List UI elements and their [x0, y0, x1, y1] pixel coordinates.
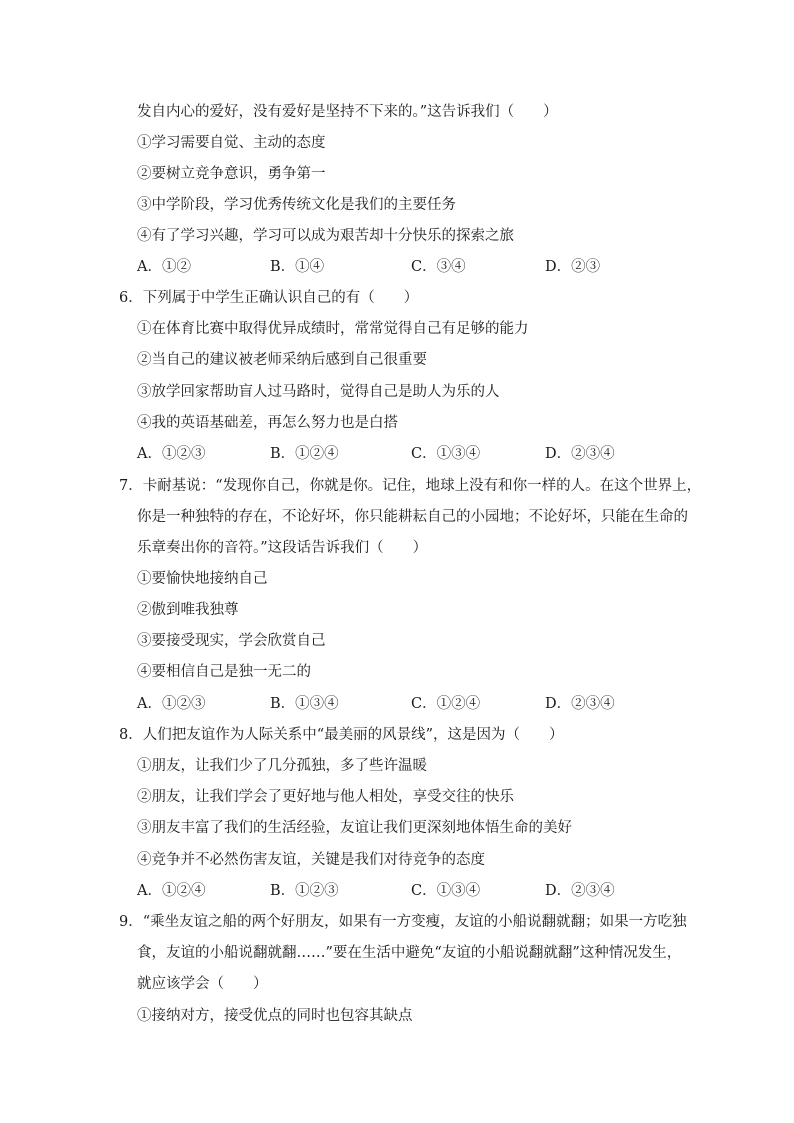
q7-option-d[interactable]: D．②③④ — [545, 696, 615, 712]
q7-option-a[interactable]: A．①②③ — [137, 696, 206, 712]
q5-stem-continuation: 发自内心的爱好，没有爱好是坚持不下来的。”这告诉我们（ ） — [137, 104, 558, 120]
q7-stem-line-3: 乐章奏出你的音符。”这段话告诉我们（ ） — [137, 540, 428, 556]
q8-option-b[interactable]: B．①②③ — [270, 883, 339, 899]
q5-option-d[interactable]: D．②③ — [545, 259, 601, 275]
q8-option-a[interactable]: A．①②④ — [137, 883, 206, 899]
q5-item-1: ①学习需要自觉、主动的态度 — [137, 135, 326, 151]
q6-option-c[interactable]: C．①③④ — [411, 446, 481, 462]
q8-options — [137, 881, 657, 901]
q7-option-b[interactable]: B．①③④ — [270, 696, 339, 712]
q7-item-1: ①要愉快地接纳自己 — [137, 571, 268, 587]
q5-item-4: ④有了学习兴趣，学习可以成为艰苦却十分快乐的探索之旅 — [137, 228, 514, 244]
q5-option-c[interactable]: C．③④ — [411, 259, 466, 275]
q6-option-a[interactable]: A．①②③ — [137, 446, 206, 462]
q9-stem-line-1: 9．“乘坐友谊之船的两个好朋友，如果有一方变瘦，友谊的小船说翻就翻；如果一方吃独 — [119, 914, 687, 930]
q8-item-1: ①朋友，让我们少了几分孤独，多了些许温暖 — [137, 758, 427, 774]
q9-stem-line-3: 就应该学会（ ） — [137, 976, 268, 992]
q6-item-1: ①在体育比赛中取得优异成绩时，常常觉得自己有足够的能力 — [137, 321, 529, 337]
q5-item-2: ②要树立竞争意识，勇争第一 — [137, 166, 326, 182]
q5-option-a[interactable]: A．①② — [137, 259, 191, 275]
q7-item-4: ④要相信自己是独一无二的 — [137, 664, 311, 680]
q7-options — [137, 694, 657, 714]
q6-option-b[interactable]: B．①②④ — [270, 446, 339, 462]
q7-item-3: ③要接受现实，学会欣赏自己 — [137, 633, 326, 649]
q8-stem: 8．人们把友谊作为人际关系中“最美丽的风景线”，这是因为（ ） — [119, 727, 564, 743]
q6-stem: 6．下列属于中学生正确认识自己的有（ ） — [119, 290, 419, 306]
q7-item-2: ②傲到唯我独尊 — [137, 602, 239, 618]
q8-item-2: ②朋友，让我们学会了更好地与他人相处，享受交往的快乐 — [137, 789, 514, 805]
q7-option-c[interactable]: C．①②④ — [411, 696, 481, 712]
q5-option-b[interactable]: B．①④ — [270, 259, 325, 275]
q8-item-4: ④竞争并不必然伤害友谊，关键是我们对待竞争的态度 — [137, 852, 485, 868]
q9-stem-line-2: 食，友谊的小船说翻就翻……”要在生活中避免“友谊的小船说翻就翻”这种情况发生， — [137, 945, 682, 961]
q9-item-1: ①接纳对方，接受优点的同时也包容其缺点 — [137, 1008, 413, 1024]
q8-item-3: ③朋友丰富了我们的生活经验，友谊让我们更深刻地体悟生命的美好 — [137, 820, 572, 836]
q8-option-c[interactable]: C．①③④ — [411, 883, 481, 899]
q5-item-3: ③中学阶段，学习优秀传统文化是我们的主要任务 — [137, 197, 456, 213]
q6-options — [137, 444, 657, 464]
q7-stem-line-2: 你是一种独特的存在，不论好坏，你只能耕耘自己的小园地；不论好坏，只能在生命的 — [137, 509, 688, 525]
q8-option-d[interactable]: D．②③④ — [545, 883, 615, 899]
q6-item-3: ③放学回家帮助盲人过马路时，觉得自己是助人为乐的人 — [137, 384, 500, 400]
q6-item-4: ④我的英语基础差，再怎么努力也是白搭 — [137, 415, 398, 431]
q7-stem-line-1: 7．卡耐基说：“发现你自己，你就是你。记住，地球上没有和你一样的人。在这个世界上， — [119, 478, 702, 494]
q6-option-d[interactable]: D．②③④ — [545, 446, 615, 462]
q6-item-2: ②当自己的建议被老师采纳后感到自己很重要 — [137, 352, 427, 368]
q5-options — [137, 257, 657, 277]
